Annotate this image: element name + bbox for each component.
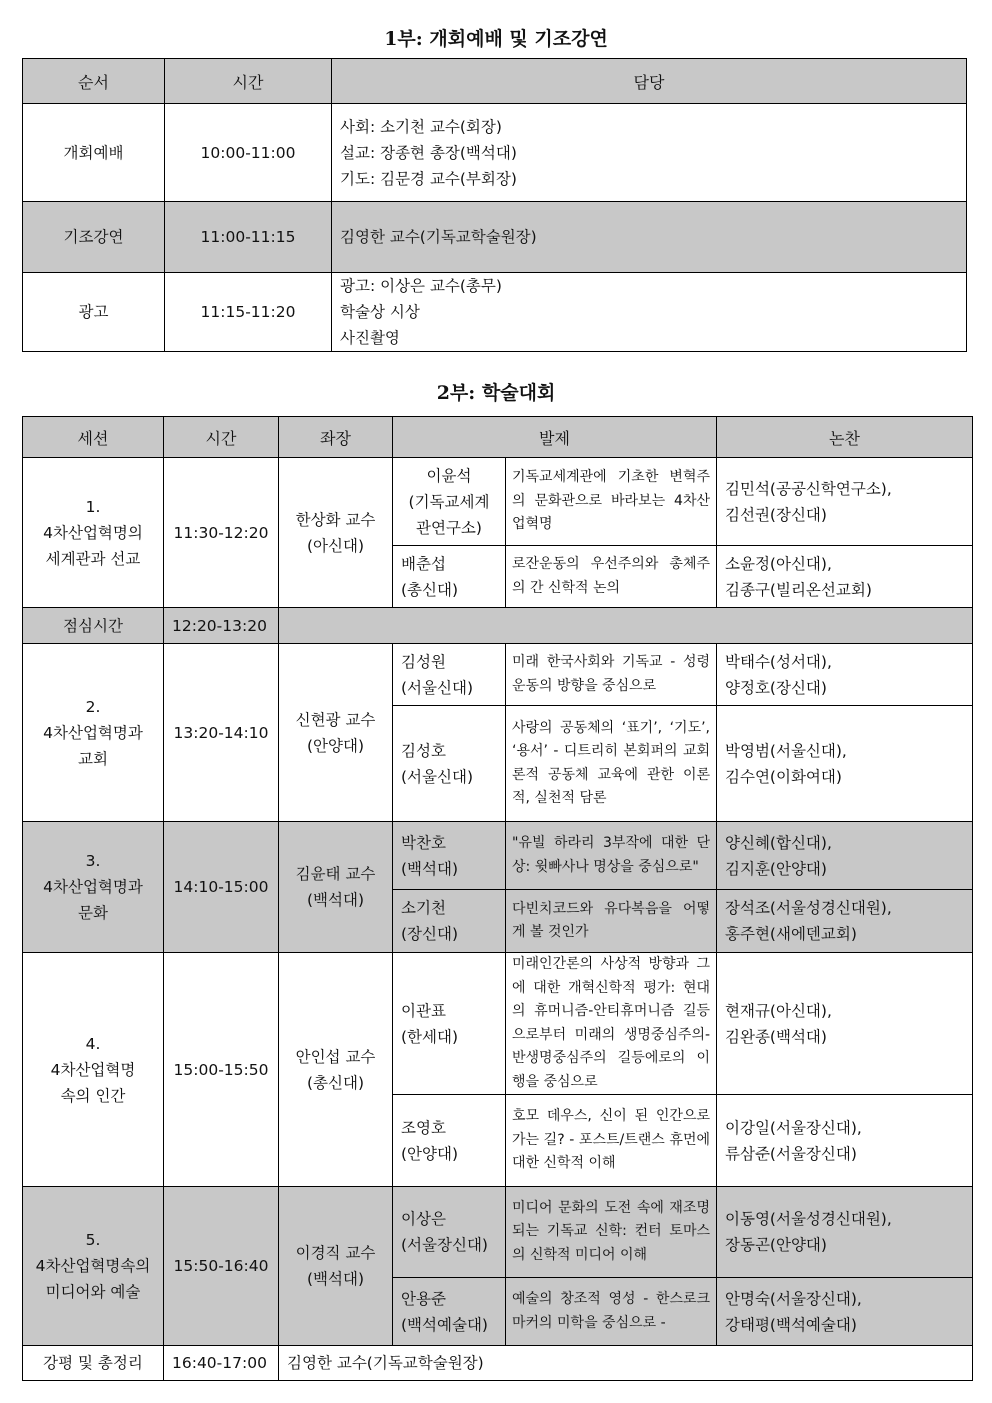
charge-line: 설교: 장종현 총장(백석대) — [340, 143, 517, 162]
time-cell: 14:10-15:00 — [164, 822, 279, 953]
charge-cell — [332, 202, 967, 273]
topic-cell: "유빌 하라리 3부작에 대한 단상: 윗빠사나 명상을 중심으로" — [506, 822, 717, 890]
table-row — [23, 273, 967, 352]
charge-line: 기도: 김문경 교수(부회장) — [340, 169, 517, 188]
presenter-cell: 김성원 (서울신대) — [393, 644, 506, 706]
part2-header-row — [23, 417, 973, 458]
charge-line: 광고: 이상은 교수(총무) — [340, 277, 502, 295]
session-cell: 2. 4차산업혁명과 교회 — [23, 644, 164, 822]
closing-row — [23, 1346, 973, 1381]
time-cell: 15:50-16:40 — [164, 1187, 279, 1346]
lunch-label: 점심시간 — [23, 608, 164, 644]
order-cell: 개회예배 — [23, 104, 165, 202]
chair-cell: 신현광 교수 (안양대) — [279, 644, 393, 822]
discussant-cell: 이강일(서울장신대), 류삼준(서울장신대) — [717, 1095, 973, 1187]
discussant-cell: 장석조(서울성경신대원), 홍주현(새에덴교회) — [717, 890, 973, 953]
time-cell: 11:15-11:20 — [165, 273, 332, 352]
charge-line: 학술상 시상 — [340, 303, 420, 321]
session-row — [23, 822, 973, 890]
header-time: 시간 — [164, 417, 279, 458]
topic-cell: 기독교세계관에 기초한 변혁주의 문화관으로 바라보는 4차산업혁명 — [506, 458, 717, 546]
session-cell: 4. 4차산업혁명 속의 인간 — [23, 953, 164, 1187]
lunch-empty — [279, 608, 973, 644]
topic-cell: 다빈치코드와 유다복음을 어떻게 볼 것인가 — [506, 890, 717, 953]
chair-cell: 이경직 교수 (백석대) — [279, 1187, 393, 1346]
part1-table — [22, 58, 967, 352]
discussant-cell: 소윤정(아신대), 김종구(빌리온선교회) — [717, 546, 973, 608]
lunch-row — [23, 608, 973, 644]
topic-cell: 미래 한국사회와 기독교 - 성령운동의 방향을 중심으로 — [506, 644, 717, 706]
closing-person: 김영한 교수(기독교학술원장) — [279, 1346, 973, 1381]
header-chair: 좌장 — [279, 417, 393, 458]
presenter-cell: 배춘섭 (총신대) — [393, 546, 506, 608]
header-discussion: 논찬 — [717, 417, 973, 458]
time-cell: 11:30-12:20 — [164, 458, 279, 608]
session-row — [23, 1187, 973, 1278]
session-cell: 5. 4차산업혁명속의 미디어와 예술 — [23, 1187, 164, 1346]
header-order: 순서 — [23, 59, 165, 104]
order-cell: 광고 — [23, 273, 165, 352]
chair-cell: 안인섭 교수 (총신대) — [279, 953, 393, 1187]
header-session: 세션 — [23, 417, 164, 458]
charge-line: 김영한 교수(기독교학술원장) — [340, 228, 537, 246]
discussant-cell: 이동영(서울성경신대원), 장동곤(안양대) — [717, 1187, 973, 1278]
part2-title: 2부: 학술대회 — [436, 382, 556, 404]
chair-cell: 김윤태 교수 (백석대) — [279, 822, 393, 953]
topic-cell: 예술의 창조적 영성 - 한스로크마커의 미학을 중심으로 - — [506, 1278, 717, 1346]
topic-cell: 사랑의 공동체의 ‘표기’, ‘기도’, ‘용서’ - 디트리히 본회퍼의 교회론적 공동체 교육에 관한 이론적, 실천적 담론 — [506, 706, 717, 822]
presenter-cell: 김성호 (서울신대) — [393, 706, 506, 822]
discussant-cell: 박태수(성서대), 양정호(장신대) — [717, 644, 973, 706]
part1-header-row — [23, 59, 967, 104]
presenter-cell: 박찬호 (백석대) — [393, 822, 506, 890]
topic-cell: 호모 데우스, 신이 된 인간으로 가는 길? - 포스트/트랜스 휴먼에 대한 신학적 이해 — [506, 1095, 717, 1187]
closing-label: 강평 및 총정리 — [23, 1346, 164, 1381]
session-row — [23, 953, 973, 1095]
session-row — [23, 644, 973, 706]
presenter-cell: 조영호 (안양대) — [393, 1095, 506, 1187]
presenter-cell: 이윤석 (기독교세계 관연구소) — [393, 458, 506, 546]
header-presentation: 발제 — [393, 417, 717, 458]
topic-cell: 미디어 문화의 도전 속에 재조명되는 기독교 신학: 컨터 토마스의 신학적 미디어 이해 — [506, 1187, 717, 1278]
discussant-cell: 김민석(공공신학연구소), 김선권(장신대) — [717, 458, 973, 546]
session-row — [23, 458, 973, 546]
header-time: 시간 — [165, 59, 332, 104]
session-cell: 1. 4차산업혁명의 세계관과 선교 — [23, 458, 164, 608]
lunch-time: 12:20-13:20 — [164, 608, 279, 644]
discussant-cell: 박영범(서울신대), 김수연(이화여대) — [717, 706, 973, 822]
presenter-cell: 이상은 (서울장신대) — [393, 1187, 506, 1278]
time-cell: 15:00-15:50 — [164, 953, 279, 1187]
header-charge: 담당 — [332, 59, 967, 104]
session-cell: 3. 4차산업혁명과 문화 — [23, 822, 164, 953]
table-row — [23, 202, 967, 273]
chair-cell: 한상화 교수 (아신대) — [279, 458, 393, 608]
presenter-cell: 이관표 (한세대) — [393, 953, 506, 1095]
charge-line: 사회: 소기천 교수(회장) — [340, 117, 502, 136]
charge-cell — [332, 104, 967, 202]
presenter-cell: 소기천 (장신대) — [393, 890, 506, 953]
time-cell: 13:20-14:10 — [164, 644, 279, 822]
topic-cell: 미래인간론의 사상적 방향과 그에 대한 개혁신학적 평가: 현대의 휴머니즘-안티휴머니즘 길등으로부터 미래의 생명중심주의-반생명중심주의 길등에로의 이행을 중심으로 — [506, 953, 717, 1095]
charge-line: 사진촬영 — [340, 329, 400, 347]
discussant-cell: 양신혜(합신대), 김지훈(안양대) — [717, 822, 973, 890]
discussant-cell: 현재규(아신대), 김완종(백석대) — [717, 953, 973, 1095]
part2-table — [22, 416, 973, 1381]
closing-time: 16:40-17:00 — [164, 1346, 279, 1381]
time-cell: 10:00-11:00 — [165, 104, 332, 202]
time-cell: 11:00-11:15 — [165, 202, 332, 273]
part1-title: 1부: 개회예배 및 기조강연 — [384, 28, 608, 50]
discussant-cell: 안명숙(서울장신대), 강태평(백석예술대) — [717, 1278, 973, 1346]
presenter-cell: 안용준 (백석예술대) — [393, 1278, 506, 1346]
topic-cell: 로잔운동의 우선주의와 총체주의 간 신학적 논의 — [506, 546, 717, 608]
charge-cell — [332, 273, 967, 352]
order-cell: 기조강연 — [23, 202, 165, 273]
table-row — [23, 104, 967, 202]
